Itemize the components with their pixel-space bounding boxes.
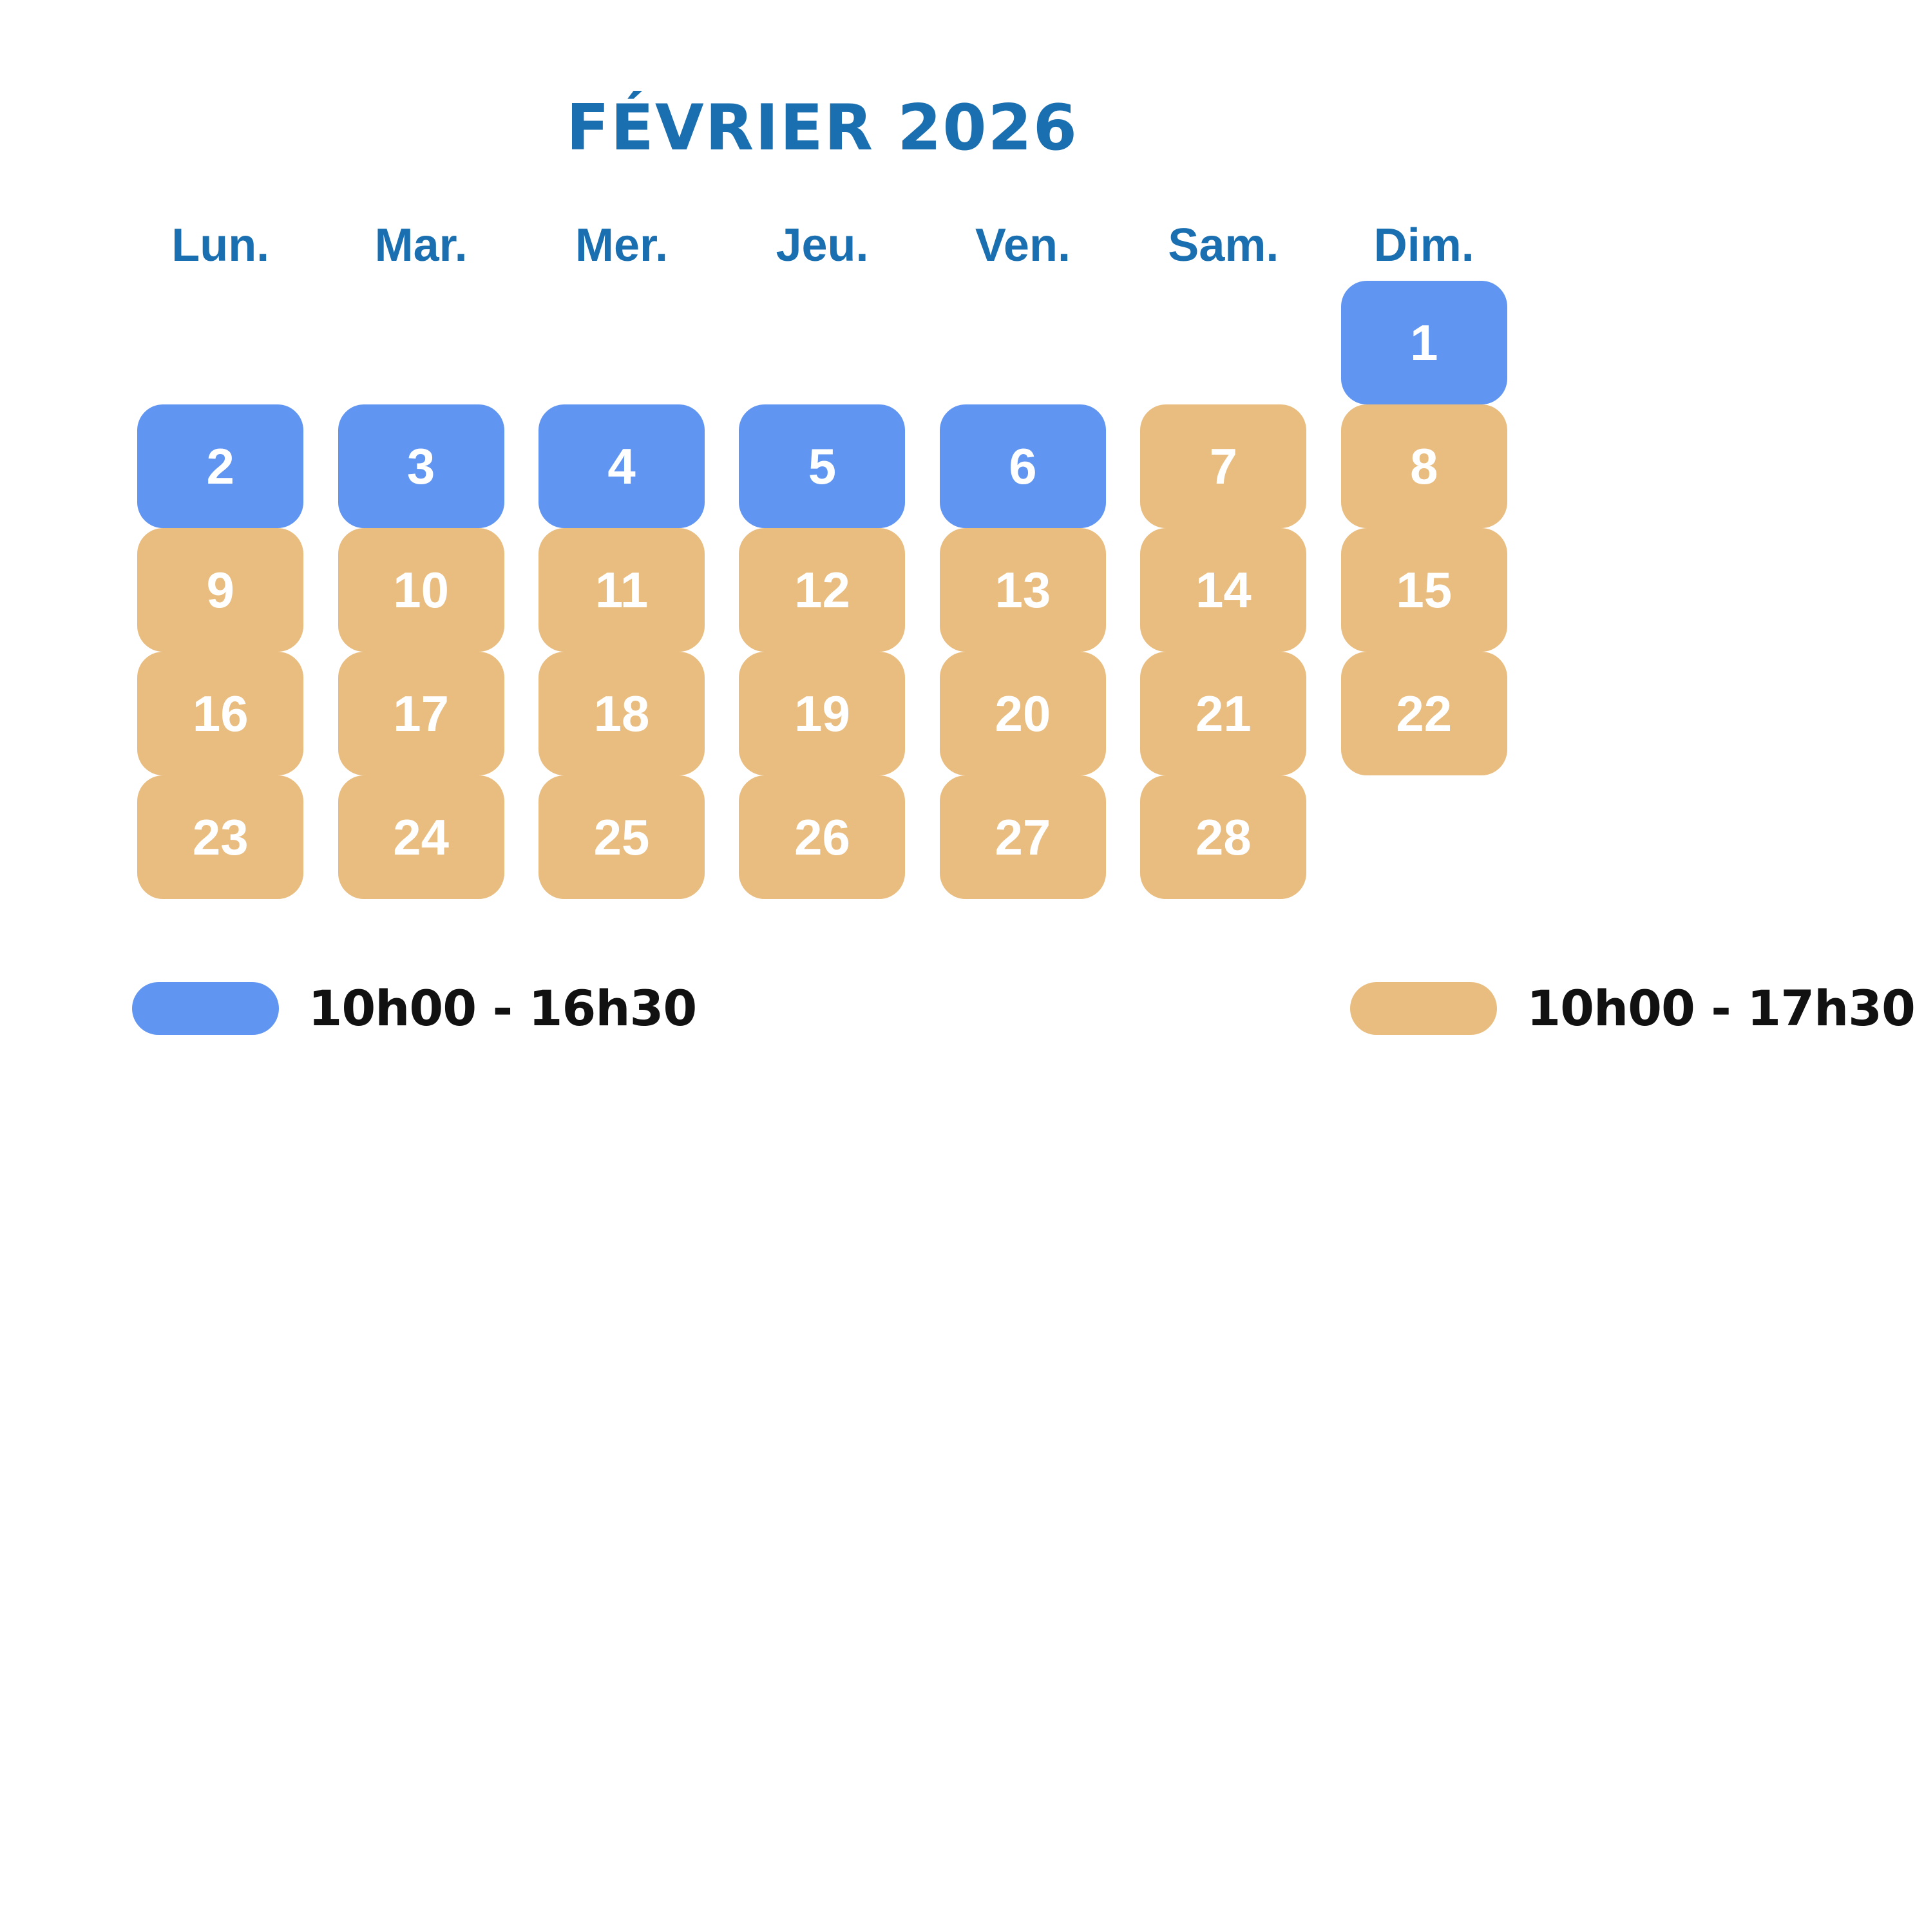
day-empty [137,281,303,404]
day-cell [922,775,1123,899]
day-empty [338,281,504,404]
day-17[interactable]: 17 [338,652,504,775]
day-10[interactable]: 10 [338,528,504,652]
day-cell [722,528,922,652]
day-cell [922,528,1123,652]
day-empty [739,281,905,404]
day-cell [1123,528,1324,652]
day-cell [1123,281,1324,404]
weekday-header-tue: Mar. [374,220,468,271]
day-21[interactable]: 21 [1140,652,1306,775]
legend-swatch-blue [132,982,279,1035]
day-5[interactable]: 5 [739,404,905,528]
day-16[interactable]: 16 [137,652,303,775]
day-empty [1140,281,1306,404]
day-cell [922,404,1123,528]
day-cell [321,281,521,404]
day-empty [1341,775,1507,899]
weekday-header-fri: Ven. [975,220,1071,271]
day-cell [722,652,922,775]
calendar-grid [120,210,1525,899]
page-title: FÉVRIER 2026 [566,91,1078,165]
day-4[interactable]: 4 [538,404,705,528]
day-cell [1123,775,1324,899]
legend [120,980,1915,1037]
weekday-header-sat: Sam. [1168,220,1279,271]
day-8[interactable]: 8 [1341,404,1507,528]
day-cell [722,775,922,899]
day-11[interactable]: 11 [538,528,705,652]
weekday-header-sun: Dim. [1373,220,1474,271]
day-cell [1324,404,1524,528]
day-cell [120,775,321,899]
day-cell [521,528,721,652]
day-cell [1324,528,1524,652]
day-26[interactable]: 26 [739,775,905,899]
day-cell [1123,652,1324,775]
day-cell [521,775,721,899]
day-cell [521,281,721,404]
day-cell [922,281,1123,404]
day-23[interactable]: 23 [137,775,303,899]
day-6[interactable]: 6 [940,404,1106,528]
day-14[interactable]: 14 [1140,528,1306,652]
day-2[interactable]: 2 [137,404,303,528]
day-cell [1324,281,1524,404]
legend-label-blue: 10h00 - 16h30 [308,980,697,1037]
legend-item-blue [132,980,697,1037]
legend-swatch-tan [1350,982,1497,1035]
day-18[interactable]: 18 [538,652,705,775]
day-20[interactable]: 20 [940,652,1106,775]
day-7[interactable]: 7 [1140,404,1306,528]
day-12[interactable]: 12 [739,528,905,652]
day-cell [722,281,922,404]
day-cell [321,404,521,528]
day-27[interactable]: 27 [940,775,1106,899]
day-cell [1324,775,1524,899]
day-cell [1123,404,1324,528]
day-cell [922,652,1123,775]
day-cell [120,652,321,775]
day-cell [120,404,321,528]
day-cell [521,652,721,775]
day-cell [120,528,321,652]
day-cell [521,404,721,528]
day-9[interactable]: 9 [137,528,303,652]
day-cell [722,404,922,528]
day-cell [1324,652,1524,775]
day-3[interactable]: 3 [338,404,504,528]
day-24[interactable]: 24 [338,775,504,899]
day-22[interactable]: 22 [1341,652,1507,775]
weekday-header-thu: Jeu. [776,220,869,271]
day-cell [321,528,521,652]
legend-item-tan [1350,980,1915,1037]
day-13[interactable]: 13 [940,528,1106,652]
day-cell [120,281,321,404]
day-cell [321,775,521,899]
day-1[interactable]: 1 [1341,281,1507,404]
day-cell [321,652,521,775]
day-15[interactable]: 15 [1341,528,1507,652]
weekday-header-mon: Lun. [171,220,270,271]
day-empty [538,281,705,404]
day-25[interactable]: 25 [538,775,705,899]
weekday-header-wed: Mer. [575,220,669,271]
day-empty [940,281,1106,404]
day-19[interactable]: 19 [739,652,905,775]
legend-label-tan: 10h00 - 17h30 [1527,980,1915,1037]
day-28[interactable]: 28 [1140,775,1306,899]
